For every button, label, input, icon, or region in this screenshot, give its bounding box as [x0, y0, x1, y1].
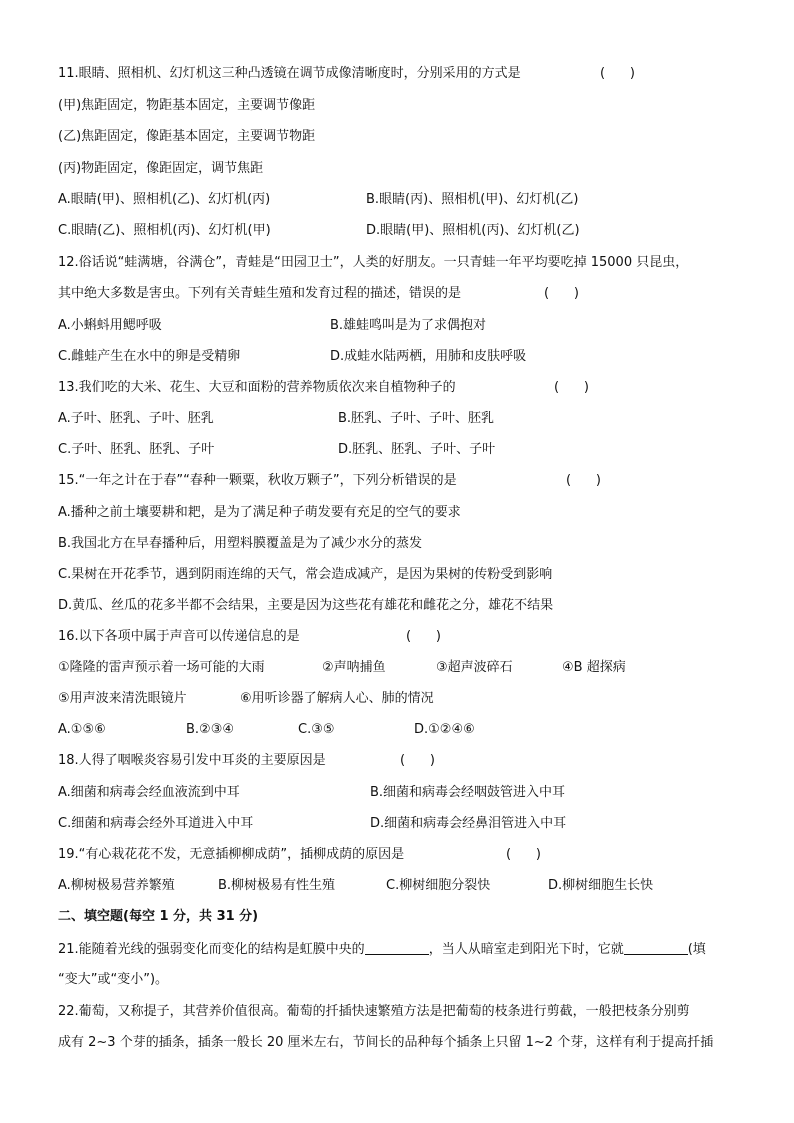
q13-option-b: B.胚乳、子叶、子叶、胚乳 — [338, 411, 495, 426]
q18-answer-bracket: ( ) — [400, 753, 435, 768]
q11-stem: 11.眼睛、照相机、幻灯机这三种凸透镜在调节成像清晰度时，分别采用的方式是 — [58, 66, 521, 81]
q21-blank-1[interactable] — [365, 940, 429, 955]
q16-item-4: ④B 超探病 — [562, 660, 626, 675]
q15-answer-bracket: ( ) — [566, 473, 601, 488]
q16-item-2: ②声呐捕鱼 — [322, 660, 386, 675]
q19-option-c: C.柳树细胞分裂快 — [386, 878, 491, 893]
q18-option-d: D.细菌和病毒会经鼻泪管进入中耳 — [370, 816, 567, 831]
q15-stem: 15.“一年之计在于春”“春种一颗粟，秋收万颗子”，下列分析错误的是 — [58, 473, 457, 488]
q11-option-c: C.眼睛(乙)、照相机(丙)、幻灯机(甲) — [58, 223, 271, 238]
q13-answer-bracket: ( ) — [554, 380, 589, 395]
q19-option-d: D.柳树细胞生长快 — [548, 878, 654, 893]
q16-option-d: D.①②④⑥ — [414, 722, 475, 737]
q21-text-part3: (填 — [687, 942, 706, 957]
q13-option-c: C.子叶、胚乳、胚乳、子叶 — [58, 442, 215, 457]
q22-line1: 22.葡萄，又称提子，其营养价值很高。葡萄的扦插快速繁殖方法是把葡萄的枝条进行剪截，一般把枝条分别剪 — [58, 1004, 690, 1019]
q16-stem: 16.以下各项中属于声音可以传递信息的是 — [58, 629, 300, 644]
q18-option-a: A.细菌和病毒会经血液流到中耳 — [58, 785, 240, 800]
q21-line1 — [58, 940, 706, 959]
q12-answer-bracket: ( ) — [544, 286, 579, 301]
q11-option-b: B.眼睛(丙)、照相机(甲)、幻灯机(乙) — [366, 192, 579, 207]
q22-line2: 成有 2~3 个芽的插条，插条一般长 20 厘米左右，节间长的品种每个插条上只留 1~2 个芽，这样有利于提高扦插 — [58, 1035, 714, 1050]
q13-option-d: D.胚乳、胚乳、子叶、子叶 — [338, 442, 496, 457]
q16-item-3: ③超声波碎石 — [436, 660, 513, 675]
q15-option-d: D.黄瓜、丝瓜的花多半都不会结果，主要是因为这些花有雄花和雌花之分，雄花不结果 — [58, 598, 554, 613]
q16-item-1: ①隆隆的雷声预示着一场可能的大雨 — [58, 660, 265, 675]
q16-answer-bracket: ( ) — [406, 629, 441, 644]
q12-option-a: A.小蝌蚪用鳃呼吸 — [58, 318, 162, 333]
q21-text-part1: 21.能随着光线的强弱变化而变化的结构是虹膜中央的 — [58, 942, 365, 957]
q11-option-a: A.眼睛(甲)、照相机(乙)、幻灯机(丙) — [58, 192, 271, 207]
q21-blank-2[interactable] — [624, 940, 688, 955]
q13-option-a: A.子叶、胚乳、子叶、胚乳 — [58, 411, 214, 426]
q21-text-part2: ，当人从暗室走到阳光下时，它就 — [428, 942, 624, 957]
q12-stem-line2: 其中绝大多数是害虫。下列有关青蛙生殖和发育过程的描述，错误的是 — [58, 286, 462, 301]
q11-item-yi: (乙)焦距固定，像距基本固定，主要调节物距 — [58, 129, 316, 144]
q11-answer-bracket: ( ) — [600, 66, 635, 81]
q18-option-b: B.细菌和病毒会经咽鼓管进入中耳 — [370, 785, 566, 800]
q18-option-c: C.细菌和病毒会经外耳道进入中耳 — [58, 816, 254, 831]
q19-option-b: B.柳树极易有性生殖 — [218, 878, 336, 893]
q11-option-d: D.眼睛(甲)、照相机(丙)、幻灯机(乙) — [366, 223, 580, 238]
q19-stem: 19.“有心栽花花不发，无意插柳柳成荫”，插柳成荫的原因是 — [58, 847, 405, 862]
q16-option-c: C.③⑤ — [298, 722, 335, 737]
q21-line2: “变大”或“变小”)。 — [58, 972, 169, 987]
q15-option-c: C.果树在开花季节，遇到阴雨连绵的天气，常会造成减产，是因为果树的传粉受到影响 — [58, 567, 553, 582]
q15-option-b: B.我国北方在早春播种后，用塑料膜覆盖是为了减少水分的蒸发 — [58, 536, 423, 551]
q19-answer-bracket: ( ) — [506, 847, 541, 862]
q11-item-jia: (甲)焦距固定，物距基本固定，主要调节像距 — [58, 98, 316, 113]
q12-option-c: C.雌蛙产生在水中的卵是受精卵 — [58, 349, 241, 364]
q16-option-a: A.①⑤⑥ — [58, 722, 106, 737]
section-title-fill-in: 二、填空题(每空 1 分，共 31 分) — [58, 909, 259, 924]
q12-option-d: D.成蛙水陆两栖，用肺和皮肤呼吸 — [330, 349, 527, 364]
q16-item-6: ⑥用听诊器了解病人心、肺的情况 — [240, 691, 434, 706]
q15-option-a: A.播种之前土壤要耕和耙，是为了满足种子萌发要有充足的空气的要求 — [58, 505, 461, 520]
q16-item-5: ⑤用声波来清洗眼镜片 — [58, 691, 187, 706]
q16-option-b: B.②③④ — [186, 722, 235, 737]
q12-option-b: B.雄蛙鸣叫是为了求偶抱对 — [330, 318, 487, 333]
q19-option-a: A.柳树极易营养繁殖 — [58, 878, 175, 893]
q12-stem-line1: 12.俗话说“蛙满塘，谷满仓”，青蛙是“田园卫士”，人类的好朋友。一只青蛙一年平均要吃掉 15000 只昆虫， — [58, 255, 689, 270]
q11-item-bing: (丙)物距固定，像距固定，调节焦距 — [58, 161, 264, 176]
q18-stem: 18.人得了咽喉炎容易引发中耳炎的主要原因是 — [58, 753, 326, 768]
q13-stem: 13.我们吃的大米、花生、大豆和面粉的营养物质依次来自植物种子的 — [58, 380, 456, 395]
